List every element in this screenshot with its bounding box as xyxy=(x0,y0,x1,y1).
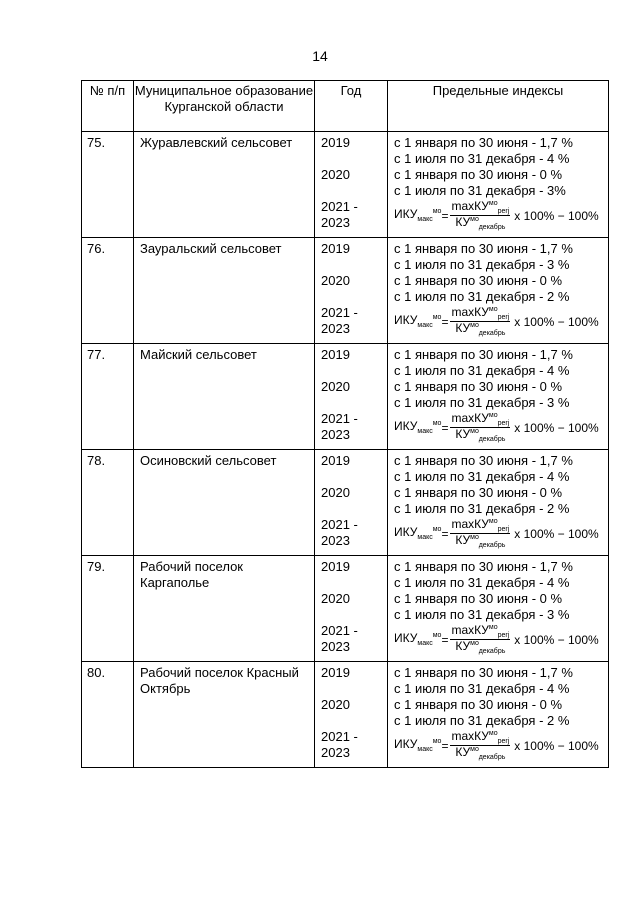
year-2: 2020 xyxy=(321,379,350,394)
index-formula xyxy=(394,306,608,337)
equals-sign: = xyxy=(441,314,449,329)
year-3: 2021 - 2023 xyxy=(321,411,358,442)
year-1: 2019 xyxy=(321,241,350,256)
formula-fraction xyxy=(450,730,510,761)
page-number: 14 xyxy=(312,48,328,64)
index-line: с 1 июля по 31 декабря - 4 % xyxy=(394,575,570,590)
indices-cell xyxy=(388,344,609,450)
year-cell xyxy=(315,132,388,238)
index-line: с 1 января по 30 июня - 1,7 % xyxy=(394,241,573,256)
indices-cell xyxy=(388,450,609,556)
index-line: с 1 июля по 31 декабря - 2 % xyxy=(394,289,570,304)
formula-lhs xyxy=(394,736,441,755)
index-line: с 1 января по 30 июня - 0 % xyxy=(394,697,563,712)
formula-lhs xyxy=(394,418,441,437)
row-number: 80. xyxy=(82,662,134,768)
formula-lhs-sub: макс xyxy=(417,428,433,435)
year-1: 2019 xyxy=(321,347,350,362)
year-3: 2021 - 2023 xyxy=(321,199,358,230)
formula-lhs-text: ИКУ xyxy=(394,419,418,433)
indices-cell xyxy=(388,556,609,662)
index-line: с 1 июля по 31 декабря - 4 % xyxy=(394,681,570,696)
year-cell xyxy=(315,344,388,450)
index-line: с 1 января по 30 июня - 0 % xyxy=(394,379,563,394)
row-number: 76. xyxy=(82,238,134,344)
index-line: с 1 января по 30 июня - 0 % xyxy=(394,485,563,500)
index-formula xyxy=(394,200,608,231)
formula-tail: x 100% − 100% xyxy=(514,526,599,541)
year-2: 2020 xyxy=(321,485,350,500)
header-indices: Предельные индексы xyxy=(388,81,609,132)
formula-lhs-sup: мо xyxy=(432,208,442,215)
municipality-name: Журавлевский сельсовет xyxy=(134,132,315,238)
year-1: 2019 xyxy=(321,559,350,574)
formula-fraction xyxy=(450,200,510,231)
formula-lhs-sup: мо xyxy=(432,738,442,745)
year-cell xyxy=(315,238,388,344)
table-row xyxy=(82,662,609,768)
year-cell xyxy=(315,662,388,768)
year-3: 2021 - 2023 xyxy=(321,729,358,760)
index-line: с 1 июля по 31 декабря - 2 % xyxy=(394,713,570,728)
header-num: № п/п xyxy=(82,81,134,132)
index-line: с 1 января по 30 июня - 0 % xyxy=(394,167,563,182)
formula-fraction xyxy=(450,624,510,655)
table-row xyxy=(82,238,609,344)
row-number: 75. xyxy=(82,132,134,238)
index-line: с 1 июля по 31 декабря - 3 % xyxy=(394,607,570,622)
index-formula xyxy=(394,518,608,549)
formula-lhs-text: ИКУ xyxy=(394,313,418,327)
formula-lhs-text: ИКУ xyxy=(394,631,418,645)
formula-tail: x 100% − 100% xyxy=(514,420,599,435)
fraction-denominator: $КУ^{мо}_{декабрь}$ xyxy=(455,533,506,549)
header-year: Год xyxy=(315,81,388,132)
year-1: 2019 xyxy=(321,665,350,680)
index-line: с 1 января по 30 июня - 1,7 % xyxy=(394,665,573,680)
formula-lhs xyxy=(394,524,441,543)
municipality-name: Осиновский сельсовет xyxy=(134,450,315,556)
index-line: с 1 января по 30 июня - 1,7 % xyxy=(394,559,573,574)
index-line: с 1 июля по 31 декабря - 4 % xyxy=(394,469,570,484)
year-1: 2019 xyxy=(321,453,350,468)
year-1: 2019 xyxy=(321,135,350,150)
formula-lhs-sup: мо xyxy=(432,314,442,321)
formula-lhs xyxy=(394,206,441,225)
index-formula xyxy=(394,412,608,443)
table-row xyxy=(82,344,609,450)
municipality-name: Рабочий поселок Каргаполье xyxy=(134,556,315,662)
row-number: 78. xyxy=(82,450,134,556)
equals-sign: = xyxy=(441,632,449,647)
index-line: с 1 июля по 31 декабря - 2 % xyxy=(394,501,570,516)
municipality-name: Майский сельсовет xyxy=(134,344,315,450)
formula-lhs-text: ИКУ xyxy=(394,207,418,221)
equals-sign: = xyxy=(441,738,449,753)
formula-lhs-sub: макс xyxy=(417,322,433,329)
fraction-numerator: maxКУ$^{мо}_{perj}$ xyxy=(451,623,510,639)
fraction-denominator: $КУ^{мо}_{декабрь}$ xyxy=(455,321,506,337)
formula-fraction xyxy=(450,412,510,443)
year-cell xyxy=(315,556,388,662)
index-line: с 1 июля по 31 декабря - 3 % xyxy=(394,395,570,410)
formula-tail: x 100% − 100% xyxy=(514,738,599,753)
formula-lhs-sup: мо xyxy=(432,632,442,639)
index-formula xyxy=(394,730,608,761)
header-name: Муниципальное образование Курганской области xyxy=(134,81,315,132)
fraction-numerator: maxКУ$^{мо}_{perj}$ xyxy=(451,199,510,215)
indices-cell xyxy=(388,238,609,344)
indices-cell xyxy=(388,132,609,238)
index-line: с 1 января по 30 июня - 0 % xyxy=(394,273,563,288)
formula-lhs-sub: макс xyxy=(417,640,433,647)
table-row xyxy=(82,556,609,662)
fraction-denominator: $КУ^{мо}_{декабрь}$ xyxy=(455,215,506,231)
year-2: 2020 xyxy=(321,591,350,606)
year-2: 2020 xyxy=(321,273,350,288)
equals-sign: = xyxy=(441,208,449,223)
row-number: 77. xyxy=(82,344,134,450)
fraction-numerator: maxКУ$^{мо}_{perj}$ xyxy=(451,305,510,321)
fraction-denominator: $КУ^{мо}_{декабрь}$ xyxy=(455,639,506,655)
row-number: 79. xyxy=(82,556,134,662)
year-2: 2020 xyxy=(321,697,350,712)
formula-lhs-text: ИКУ xyxy=(394,525,418,539)
equals-sign: = xyxy=(441,526,449,541)
formula-lhs-sub: макс xyxy=(417,216,433,223)
fraction-denominator: $КУ^{мо}_{декабрь}$ xyxy=(455,745,506,761)
index-line: с 1 января по 30 июня - 1,7 % xyxy=(394,135,573,150)
fraction-numerator: maxКУ$^{мо}_{perj}$ xyxy=(451,729,510,745)
year-2: 2020 xyxy=(321,167,350,182)
index-formula xyxy=(394,624,608,655)
indices-cell xyxy=(388,662,609,768)
table-header-row xyxy=(82,81,609,132)
index-line: с 1 июля по 31 декабря - 4 % xyxy=(394,363,570,378)
year-3: 2021 - 2023 xyxy=(321,517,358,548)
formula-lhs-text: ИКУ xyxy=(394,737,418,751)
year-cell xyxy=(315,450,388,556)
formula-fraction xyxy=(450,306,510,337)
formula-tail: x 100% − 100% xyxy=(514,208,599,223)
index-line: с 1 июля по 31 декабря - 3% xyxy=(394,183,566,198)
index-line: с 1 января по 30 июня - 1,7 % xyxy=(394,453,573,468)
formula-fraction xyxy=(450,518,510,549)
table-row xyxy=(82,450,609,556)
index-line: с 1 июля по 31 декабря - 3 % xyxy=(394,257,570,272)
formula-lhs-sub: макс xyxy=(417,534,433,541)
year-3: 2021 - 2023 xyxy=(321,305,358,336)
formula-lhs-sup: мо xyxy=(432,526,442,533)
formula-tail: x 100% − 100% xyxy=(514,314,599,329)
formula-lhs xyxy=(394,312,441,331)
index-line: с 1 июля по 31 декабря - 4 % xyxy=(394,151,570,166)
indices-table xyxy=(81,80,609,768)
table-row xyxy=(82,132,609,238)
fraction-denominator: $КУ^{мо}_{декабрь}$ xyxy=(455,427,506,443)
municipality-name: Рабочий поселок Красный Октябрь xyxy=(134,662,315,768)
formula-lhs xyxy=(394,630,441,649)
municipality-name: Зауральский сельсовет xyxy=(134,238,315,344)
formula-tail: x 100% − 100% xyxy=(514,632,599,647)
fraction-numerator: maxКУ$^{мо}_{perj}$ xyxy=(451,411,510,427)
fraction-numerator: maxКУ$^{мо}_{perj}$ xyxy=(451,517,510,533)
year-3: 2021 - 2023 xyxy=(321,623,358,654)
index-line: с 1 января по 30 июня - 0 % xyxy=(394,591,563,606)
formula-lhs-sup: мо xyxy=(432,420,442,427)
equals-sign: = xyxy=(441,420,449,435)
formula-lhs-sub: макс xyxy=(417,746,433,753)
index-line: с 1 января по 30 июня - 1,7 % xyxy=(394,347,573,362)
